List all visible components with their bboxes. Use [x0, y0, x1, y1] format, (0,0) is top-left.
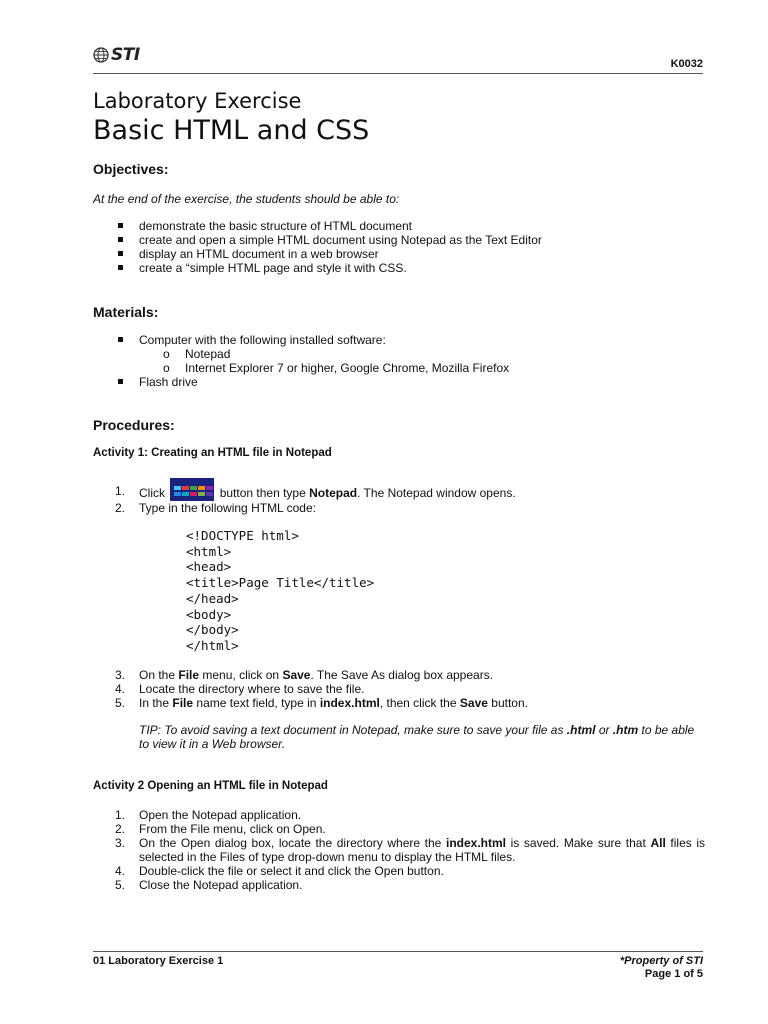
code-line: </html>: [186, 637, 239, 653]
page-title: Basic HTML and CSS: [93, 115, 370, 146]
list-item: display an HTML document in a web browser: [117, 247, 542, 261]
step-item: 5. Close the Notepad application.: [115, 878, 303, 892]
logo-text: STI: [111, 45, 140, 65]
activity1-steps-b: [115, 668, 705, 710]
start-button-icon: [170, 478, 214, 501]
globe-icon: [93, 47, 109, 63]
footer-divider: [93, 951, 703, 952]
footer-page-number: Page 1 of 5: [644, 968, 703, 980]
step-item: 2. Type in the following HTML code:: [115, 501, 316, 515]
sti-logo: [93, 45, 141, 65]
code-line: <title>Page Title</title>: [186, 575, 375, 591]
step-item: 1. Open the Notepad application.: [115, 808, 302, 822]
objectives-intro: At the end of the exercise, the students should be able to:: [93, 192, 400, 206]
code-line: <html>: [186, 543, 232, 559]
list-item: Flash drive: [117, 375, 509, 389]
list-item: create and open a simple HTML document using Notepad as the Text Editor: [117, 233, 542, 247]
activity1-step2: [115, 501, 705, 515]
sublist-item: o Notepad: [163, 347, 509, 361]
procedures-heading: Procedures:: [93, 417, 175, 433]
footer-property: *Property of STI: [619, 955, 703, 967]
objectives-heading: Objectives:: [93, 161, 169, 177]
activity2-steps: [115, 808, 705, 892]
code-line: <head>: [186, 559, 232, 575]
document-number: K0032: [670, 58, 703, 70]
list-item: [117, 333, 509, 375]
sublist-item: o Internet Explorer 7 or higher, Google Chrome, Mozilla Firefox: [163, 361, 509, 375]
objectives-list: [117, 219, 542, 275]
step-item: 3. On the File menu, click on Save. The Save As dialog box appears.: [115, 668, 494, 682]
footer-right: [620, 955, 703, 981]
step-item: 4. Double-click the file or select it and click the Open button.: [115, 864, 444, 878]
code-line: </head>: [186, 590, 239, 606]
code-line: <!DOCTYPE html>: [186, 528, 299, 543]
footer-left: 01 Laboratory Exercise 1: [93, 955, 224, 967]
tip-note: TIP: To avoid saving a text document in Notepad, make sure to save your file as .html or .htm to be able to view it in a Web browser.: [139, 723, 695, 751]
software-sublist: [139, 347, 509, 375]
step-item: 3. On the Open dialog box, locate the directory where the index.html is saved. Make sure that All files is selected in the Files of type drop-down menu to display the HTML files.: [115, 836, 706, 864]
materials-item-1: Computer with the following installed software:: [139, 333, 386, 347]
materials-heading: Materials:: [93, 304, 159, 320]
list-item: demonstrate the basic structure of HTML document: [117, 219, 542, 233]
step-item: 1. Click button then type Notepad. The Notepad window opens.: [115, 478, 705, 506]
step-item: 2. From the File menu, click on Open.: [115, 822, 326, 836]
activity2-heading: Activity 2 Opening an HTML file in Notepad: [93, 780, 328, 792]
list-item: create a “simple HTML page and style it with CSS.: [117, 261, 542, 275]
page-subtitle: Laboratory Exercise: [93, 89, 302, 113]
materials-list: [117, 333, 509, 389]
header-divider: [93, 73, 703, 74]
step-item: 4. Locate the directory where to save the file.: [115, 682, 365, 696]
code-line: </body>: [186, 622, 239, 638]
html-code-block: [186, 528, 374, 654]
step-item: 5. In the File name text field, type in index.html, then click the Save button.: [115, 696, 528, 710]
activity1-heading: Activity 1: Creating an HTML file in Notepad: [93, 447, 332, 459]
code-line: <body>: [186, 606, 232, 622]
